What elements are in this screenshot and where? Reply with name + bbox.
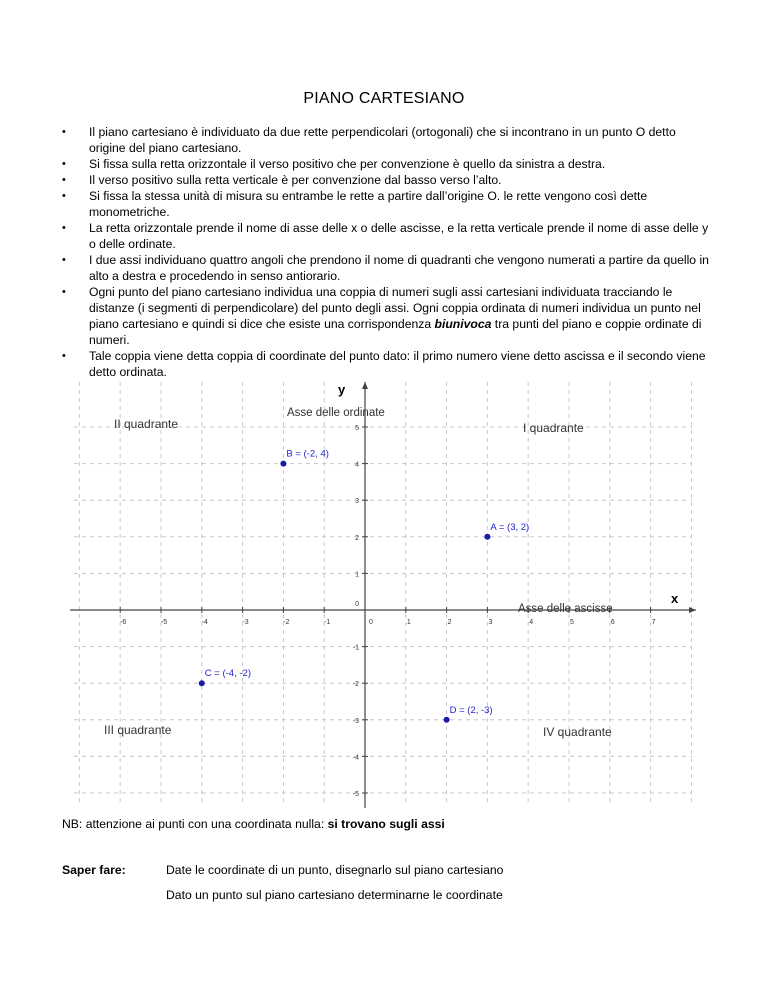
x-tick-label: -1 bbox=[324, 619, 331, 626]
point-b bbox=[280, 461, 286, 467]
cartesian-plane bbox=[62, 378, 702, 810]
point-d bbox=[444, 717, 450, 723]
x-tick-label: 0 bbox=[369, 619, 373, 626]
y-tick-label: 2 bbox=[355, 534, 359, 542]
grid bbox=[74, 382, 692, 804]
bullet-item: • Tale coppia viene detta coppia di coordinate del punto dato: il primo numero viene detto ascissa e il secondo viene detto ordinata. bbox=[62, 348, 712, 380]
quadrant-3-label: III quadrante bbox=[104, 723, 172, 737]
quadrant-1-label: I quadrante bbox=[523, 421, 584, 435]
y-tick-label: 0 bbox=[355, 601, 359, 608]
x-tick-label: -4 bbox=[201, 619, 208, 626]
saper-fare-item: Date le coordinate di un punto, disegnarlo sul piano cartesiano bbox=[166, 863, 504, 877]
x-tick-label: -5 bbox=[160, 619, 168, 626]
quadrant-4-label: IV quadrante bbox=[543, 725, 612, 739]
axes bbox=[70, 382, 696, 808]
x-tick-label: 4 bbox=[529, 619, 534, 626]
x-tick-label: -2 bbox=[283, 619, 290, 626]
x-tick-label: 1 bbox=[406, 619, 411, 626]
y-tick-label: 4 bbox=[355, 461, 359, 469]
x-tick-label: 6 bbox=[610, 619, 615, 626]
x-tick-label: 3 bbox=[488, 619, 493, 626]
point-a bbox=[484, 534, 490, 540]
y-tick-label: -2 bbox=[352, 681, 359, 689]
x-tick-label: 2 bbox=[447, 619, 452, 626]
point-label-a: A = (3, 2) bbox=[490, 521, 530, 533]
y-axis-letter: y bbox=[338, 382, 346, 397]
bullet-item: • I due assi individuano quattro angoli che prendono il nome di quadranti che vengono numerati a partire da quello in alto a destra e procedendo in senso antiorario. bbox=[62, 252, 712, 284]
y-tick-label: 5 bbox=[355, 425, 359, 432]
bullet-item: • La retta orizzontale prende il nome di asse delle x o delle ascisse, e la retta verticale prende il nome di asse delle y o delle ordinate. bbox=[62, 220, 712, 252]
x-axis-arrow bbox=[689, 607, 696, 613]
quadrant-2-label: II quadrante bbox=[114, 417, 179, 431]
bullet-item: • Si fissa sulla retta orizzontale il verso positivo che per convenzione è quello da sinistra a destra. bbox=[62, 156, 712, 172]
point-label-b: B = (-2, 4) bbox=[286, 448, 329, 460]
bullet-item: • Si fissa la stessa unità di misura su entrambe le rette a partire dall’origine O. le rette vengono così dette monometriche. bbox=[62, 188, 712, 220]
bullet-list bbox=[62, 124, 712, 380]
nb-bold: si trovano sugli assi bbox=[327, 817, 445, 831]
y-tick-label: -1 bbox=[352, 644, 359, 652]
bullet-item: • Il verso positivo sulla retta verticale è per convenzione dal basso verso l’alto. bbox=[62, 172, 712, 188]
nb-text: NB: attenzione ai punti con una coordinata nulla: bbox=[62, 817, 328, 831]
point-label-c: C = (-4, -2) bbox=[204, 668, 251, 680]
bullet-item: • Il piano cartesiano è individuato da due rette perpendicolari (ortogonali) che si incontrano in un punto O detto origine del piano cartesiano. bbox=[62, 124, 712, 156]
y-axis-arrow bbox=[362, 382, 368, 389]
plane-labels bbox=[104, 382, 679, 739]
y-tick-label: 3 bbox=[355, 498, 359, 506]
points bbox=[199, 449, 529, 723]
y-tick-label: -4 bbox=[352, 754, 359, 762]
bullet-text: tra punti del piano e coppie ordinate di numeri. bbox=[89, 317, 702, 347]
y-tick-label: 1 bbox=[355, 571, 359, 579]
y-axis-title: Asse delle ordinate bbox=[287, 407, 385, 419]
x-axis-letter: x bbox=[671, 591, 679, 606]
saper-fare-item: Dato un punto sul piano cartesiano determinarne le coordinate bbox=[166, 888, 503, 902]
page-title: PIANO CARTESIANO bbox=[303, 90, 465, 107]
nb-note bbox=[62, 817, 445, 831]
x-tick-label: 7 bbox=[651, 619, 656, 626]
point-c bbox=[199, 680, 205, 686]
x-tick-label: -3 bbox=[242, 619, 249, 626]
point-label-d: D = (2, -3) bbox=[449, 704, 493, 716]
bullet-item bbox=[62, 284, 712, 348]
bullet-text: Ogni punto del piano cartesiano individua una coppia di numeri sugli assi cartesiani individuata tracciando le distanze (i segmenti di perpendicolare) del punto degli assi. Ogni coppia ordinata di numeri individua un punto nel piano cartesiano e quindi si dice che esiste una corrispondenza bbox=[89, 285, 701, 331]
emphasis-biunivoca: biunivoca bbox=[434, 317, 492, 331]
y-tick-label: -3 bbox=[352, 717, 359, 725]
x-tick-label: -6 bbox=[120, 619, 127, 626]
y-tick-label: -5 bbox=[352, 791, 359, 798]
x-axis-title: Asse delle ascisse bbox=[518, 603, 613, 615]
saper-fare-label: Saper fare: bbox=[62, 863, 126, 877]
x-tick-label: 5 bbox=[570, 619, 574, 626]
